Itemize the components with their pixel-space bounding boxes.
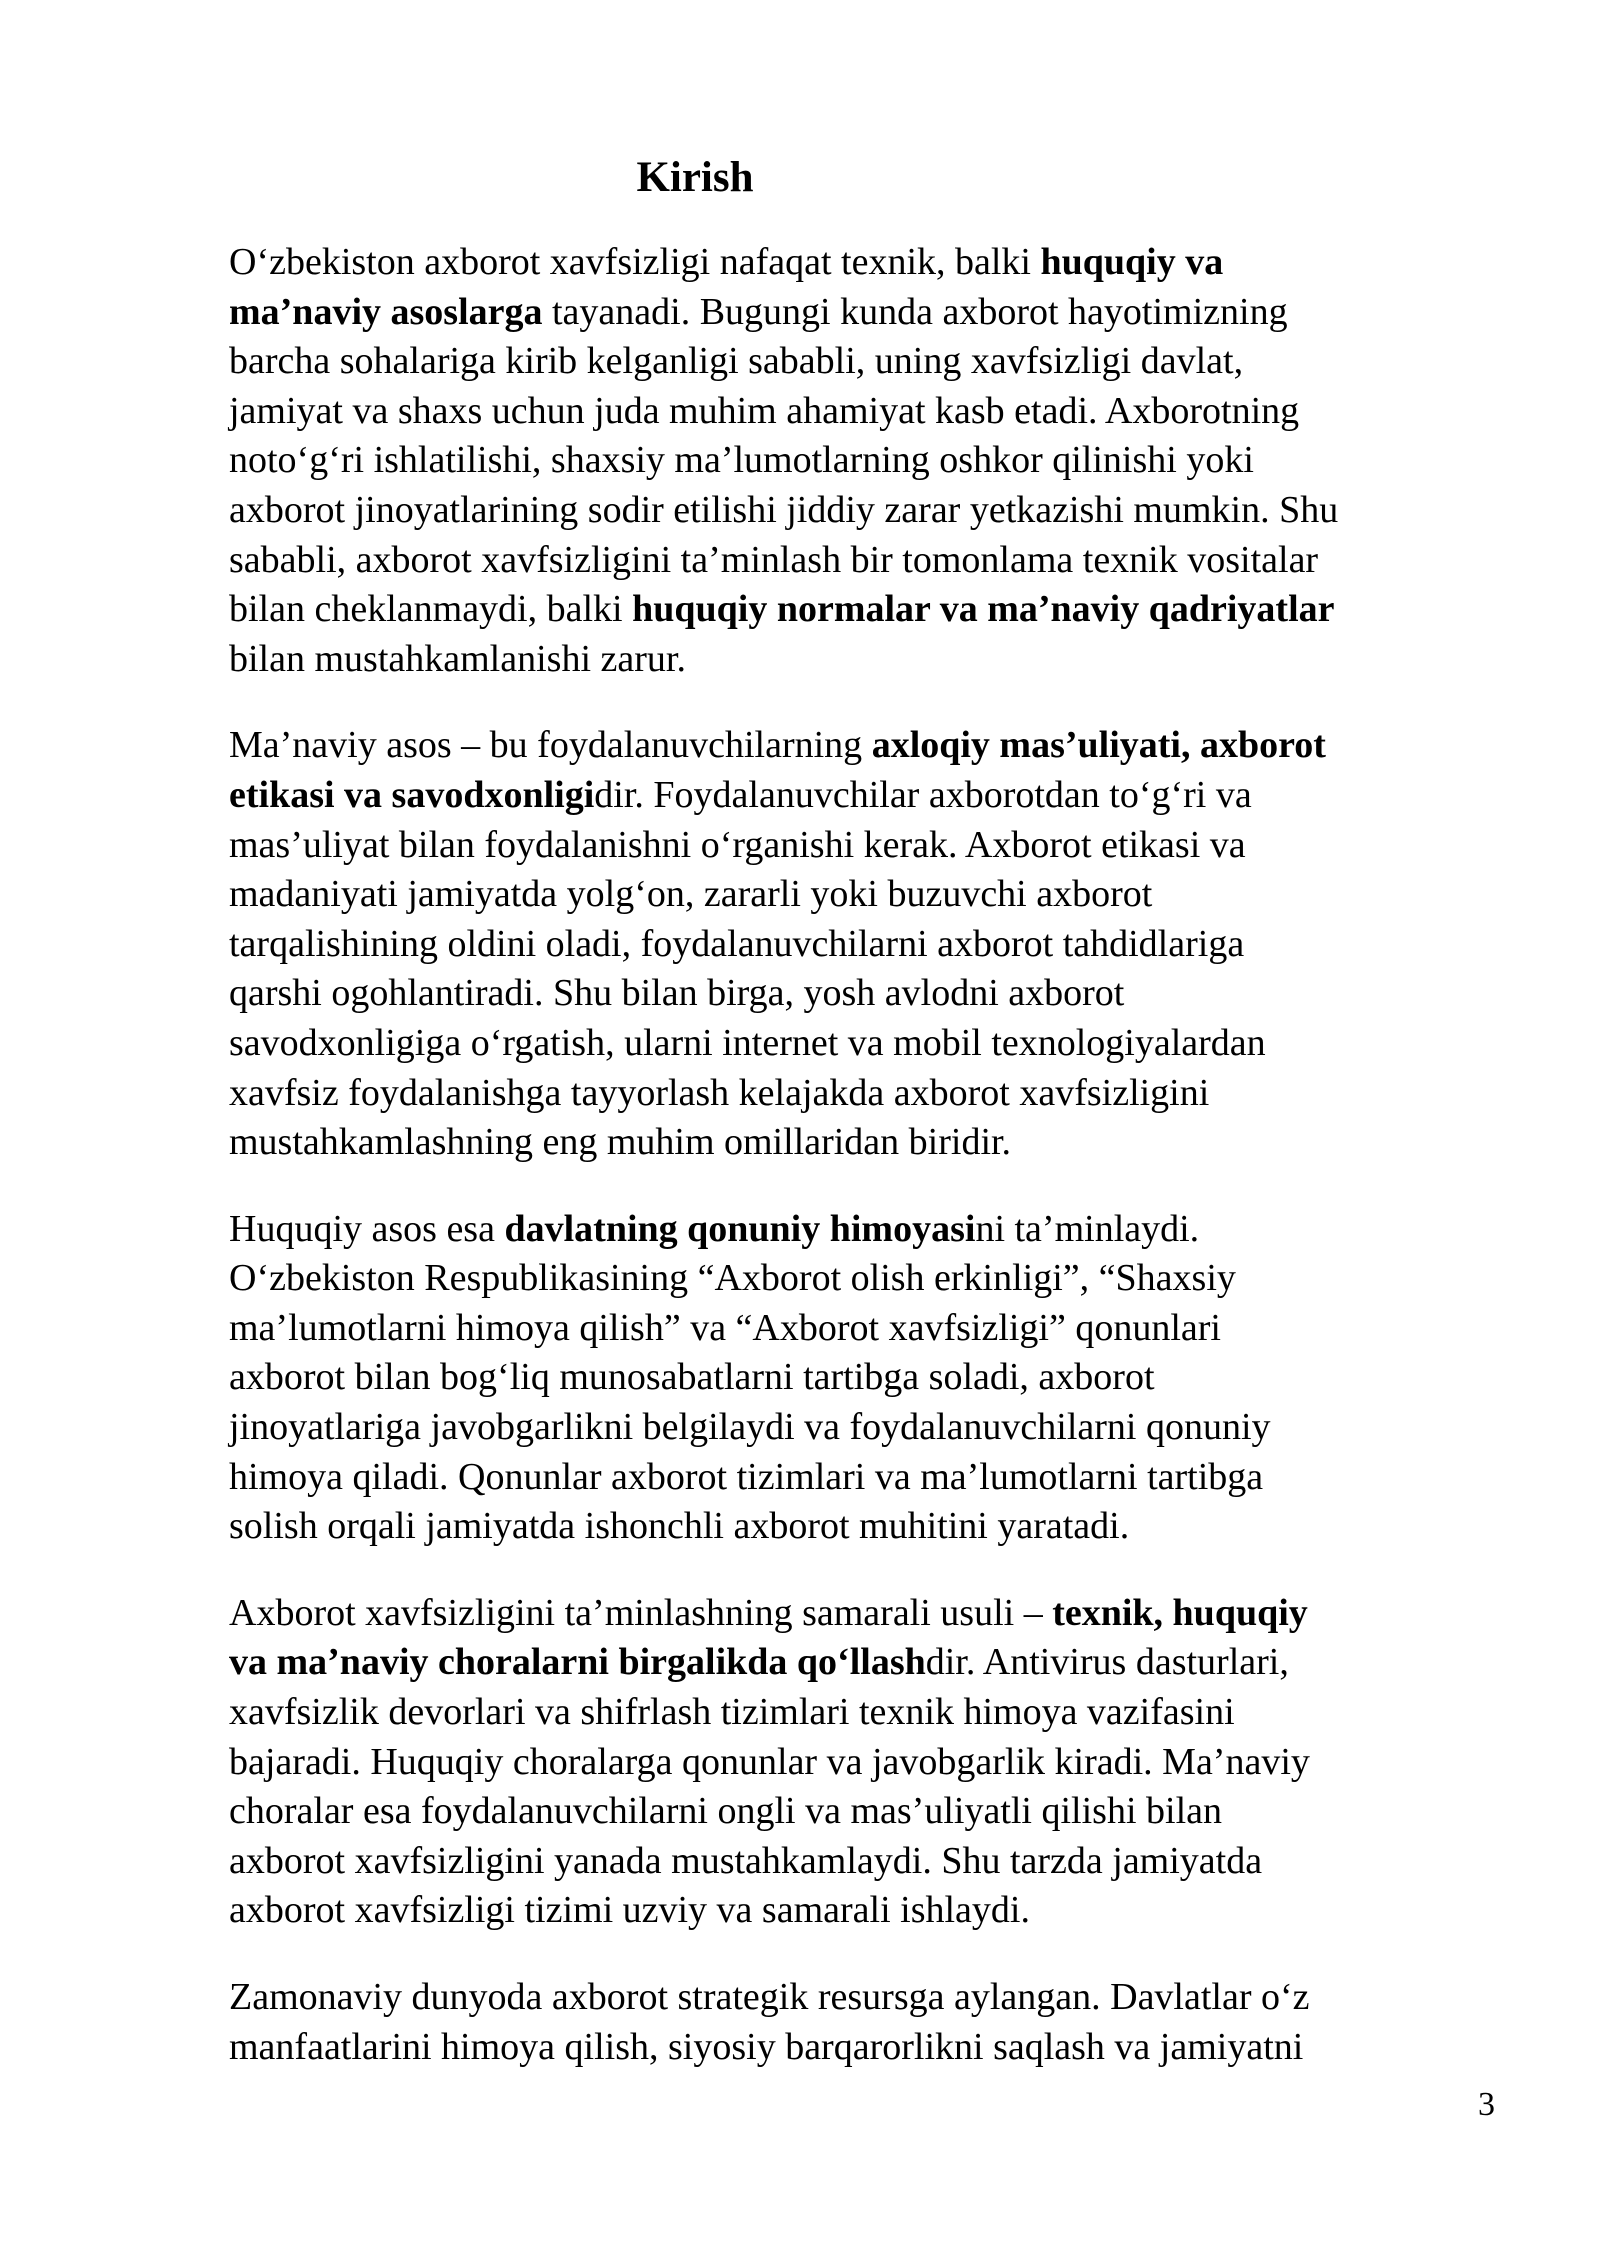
text-line [229, 1254, 1491, 1304]
text-line [229, 1688, 1491, 1738]
text-line [229, 821, 1491, 871]
text-run: ni ta’minlaydi. [975, 1207, 1200, 1250]
text-run: manfaatlarini himoya qilish, siyosiy barqarorlikni saqlash va jamiyatni [229, 2025, 1304, 2068]
text-line [229, 1353, 1491, 1403]
text-run: himoya qiladi. Qonunlar axborot tizimlari va ma’lumotlarni tartibga [229, 1455, 1264, 1498]
text-run: mustahkamlashning eng muhim omillaridan biridir. [229, 1121, 1012, 1164]
paragraph [229, 1205, 1491, 1552]
text-run: qarshi ogohlantiradi. Shu bilan birga, yosh avlodni axborot [229, 972, 1125, 1015]
bold-text: ma’naviy asoslarga [229, 290, 543, 333]
text-run: solish orqali jamiyatda ishonchli axborot muhitini yaratadi. [229, 1505, 1130, 1548]
text-line [229, 585, 1491, 635]
text-run: choralar esa foydalanuvchilarni ongli va mas’uliyatli qilishi bilan [229, 1790, 1222, 1833]
text-line [229, 721, 1491, 771]
text-run: Ma’naviy asos – bu foydalanuvchilarning [229, 724, 872, 767]
text-run: savodxonligiga o‘rgatish, ularni internet va mobil texnologiyalardan [229, 1021, 1266, 1064]
text-run: mas’uliyat bilan foydalanishni o‘rganishi kerak. Axborot etikasi va [229, 823, 1246, 866]
text-line [229, 238, 1491, 288]
text-line [229, 387, 1491, 437]
text-run: O‘zbekiston axborot xavfsizligi nafaqat texnik, balki [229, 241, 1041, 283]
text-line [229, 1069, 1491, 1119]
text-line [229, 771, 1491, 821]
bold-text: etikasi va savodxonligi [229, 773, 595, 816]
text-line [229, 1453, 1491, 1503]
bold-text: axloqiy mas’uliyati, axborot [871, 724, 1326, 767]
bold-text: davlatning qonuniy himoyasi [504, 1207, 976, 1250]
text-run: bajaradi. Huquqiy choralarga qonunlar va javobgarlik kiradi. Ma’naviy [229, 1740, 1310, 1783]
text-run: xavfsizlik devorlari va shifrlash tizimlari texnik himoya vazifasini [229, 1691, 1235, 1734]
text-line [229, 1738, 1491, 1788]
page-number: 3 [1478, 2086, 1495, 2123]
text-run: sababli, axborot xavfsizligini ta’minlash bir tomonlama texnik vositalar [229, 538, 1319, 581]
text-line [229, 1973, 1491, 2023]
text-run: Axborot xavfsizligini ta’minlashning samarali usuli – [229, 1591, 1053, 1634]
text-run: tarqalishining oldini oladi, foydalanuvchilarni axborot tahdidlariga [229, 922, 1245, 965]
text-run: madaniyati jamiyatda yolg‘on, zararli yoki buzuvchi axborot [229, 873, 1153, 916]
text-line [229, 1403, 1491, 1453]
text-line [229, 1205, 1491, 1255]
text-line [229, 870, 1491, 920]
text-line [229, 486, 1491, 536]
text-line [229, 1837, 1491, 1887]
paragraph [229, 1589, 1491, 1936]
text-line [229, 969, 1491, 1019]
text-line [229, 1304, 1491, 1354]
text-run: axborot bilan bog‘liq munosabatlarni tartibga soladi, axborot [229, 1356, 1155, 1399]
bold-text: huquqiy normalar va ma’naviy qadriyatlar [632, 588, 1335, 631]
text-line [229, 1638, 1491, 1688]
text-run: bilan cheklanmaydi, balki [229, 588, 633, 631]
text-line [229, 1589, 1491, 1639]
text-run: barcha sohalariga kirib kelganligi sababli, uning xavfsizligi davlat, [229, 340, 1244, 383]
text-run: Zamonaviy dunyoda axborot strategik resursga aylangan. Davlatlar o‘z [229, 1976, 1310, 2018]
text-run: ma’lumotlarni himoya qilish” va “Axborot xavfsizligi” qonunlari [229, 1306, 1221, 1349]
paragraph [229, 721, 1491, 1167]
page-title: Kirish [636, 154, 754, 201]
document-body [229, 238, 1491, 2109]
text-run: axborot xavfsizligini yanada mustahkamlaydi. Shu tarzda jamiyatda [229, 1839, 1263, 1882]
text-line [229, 288, 1491, 338]
text-run: Huquqiy asos esa [229, 1207, 505, 1250]
text-line [229, 1019, 1491, 1069]
text-run: tayanadi. Bugungi kunda axborot hayotimizning [542, 290, 1288, 333]
text-line [229, 1787, 1491, 1837]
text-run: xavfsiz foydalanishga tayyorlash kelajakda axborot xavfsizligini [229, 1071, 1210, 1114]
text-run: jamiyat va shaxs uchun juda muhim ahamiyat kasb etadi. Axborotning [229, 389, 1300, 432]
text-line [229, 2023, 1491, 2073]
text-run: dir. Foydalanuvchilar axborotdan to‘g‘ri va [594, 773, 1252, 816]
text-line [229, 1886, 1491, 1936]
text-line [229, 1502, 1491, 1552]
bold-text: huquqiy va [1040, 241, 1224, 283]
text-line [229, 436, 1491, 486]
text-line [229, 920, 1491, 970]
bold-text: texnik, huquqiy [1052, 1591, 1308, 1634]
text-run: jinoyatlariga javobgarlikni belgilaydi va foydalanuvchilarni qonuniy [229, 1406, 1271, 1449]
text-run: dir. Antivirus dasturlari, [925, 1641, 1289, 1684]
text-run: bilan mustahkamlanishi zarur. [229, 637, 686, 680]
text-line [229, 1118, 1491, 1168]
text-line [229, 536, 1491, 586]
text-run: noto‘g‘ri ishlatilishi, shaxsiy ma’lumotlarning oshkor qilinishi yoki [229, 439, 1254, 482]
text-run: axborot jinoyatlarining sodir etilishi jiddiy zarar yetkazishi mumkin. Shu [229, 488, 1339, 531]
paragraph [229, 238, 1491, 684]
paragraph [229, 1973, 1491, 2072]
text-line [229, 635, 1491, 685]
bold-text: va ma’naviy choralarni birgalikda qo‘llash [229, 1641, 926, 1684]
text-run: axborot xavfsizligi tizimi uzviy va samarali ishlaydi. [229, 1889, 1030, 1932]
text-run: O‘zbekiston Respublikasining “Axborot olish erkinligi”, “Shaxsiy [229, 1257, 1236, 1300]
text-line [229, 337, 1491, 387]
